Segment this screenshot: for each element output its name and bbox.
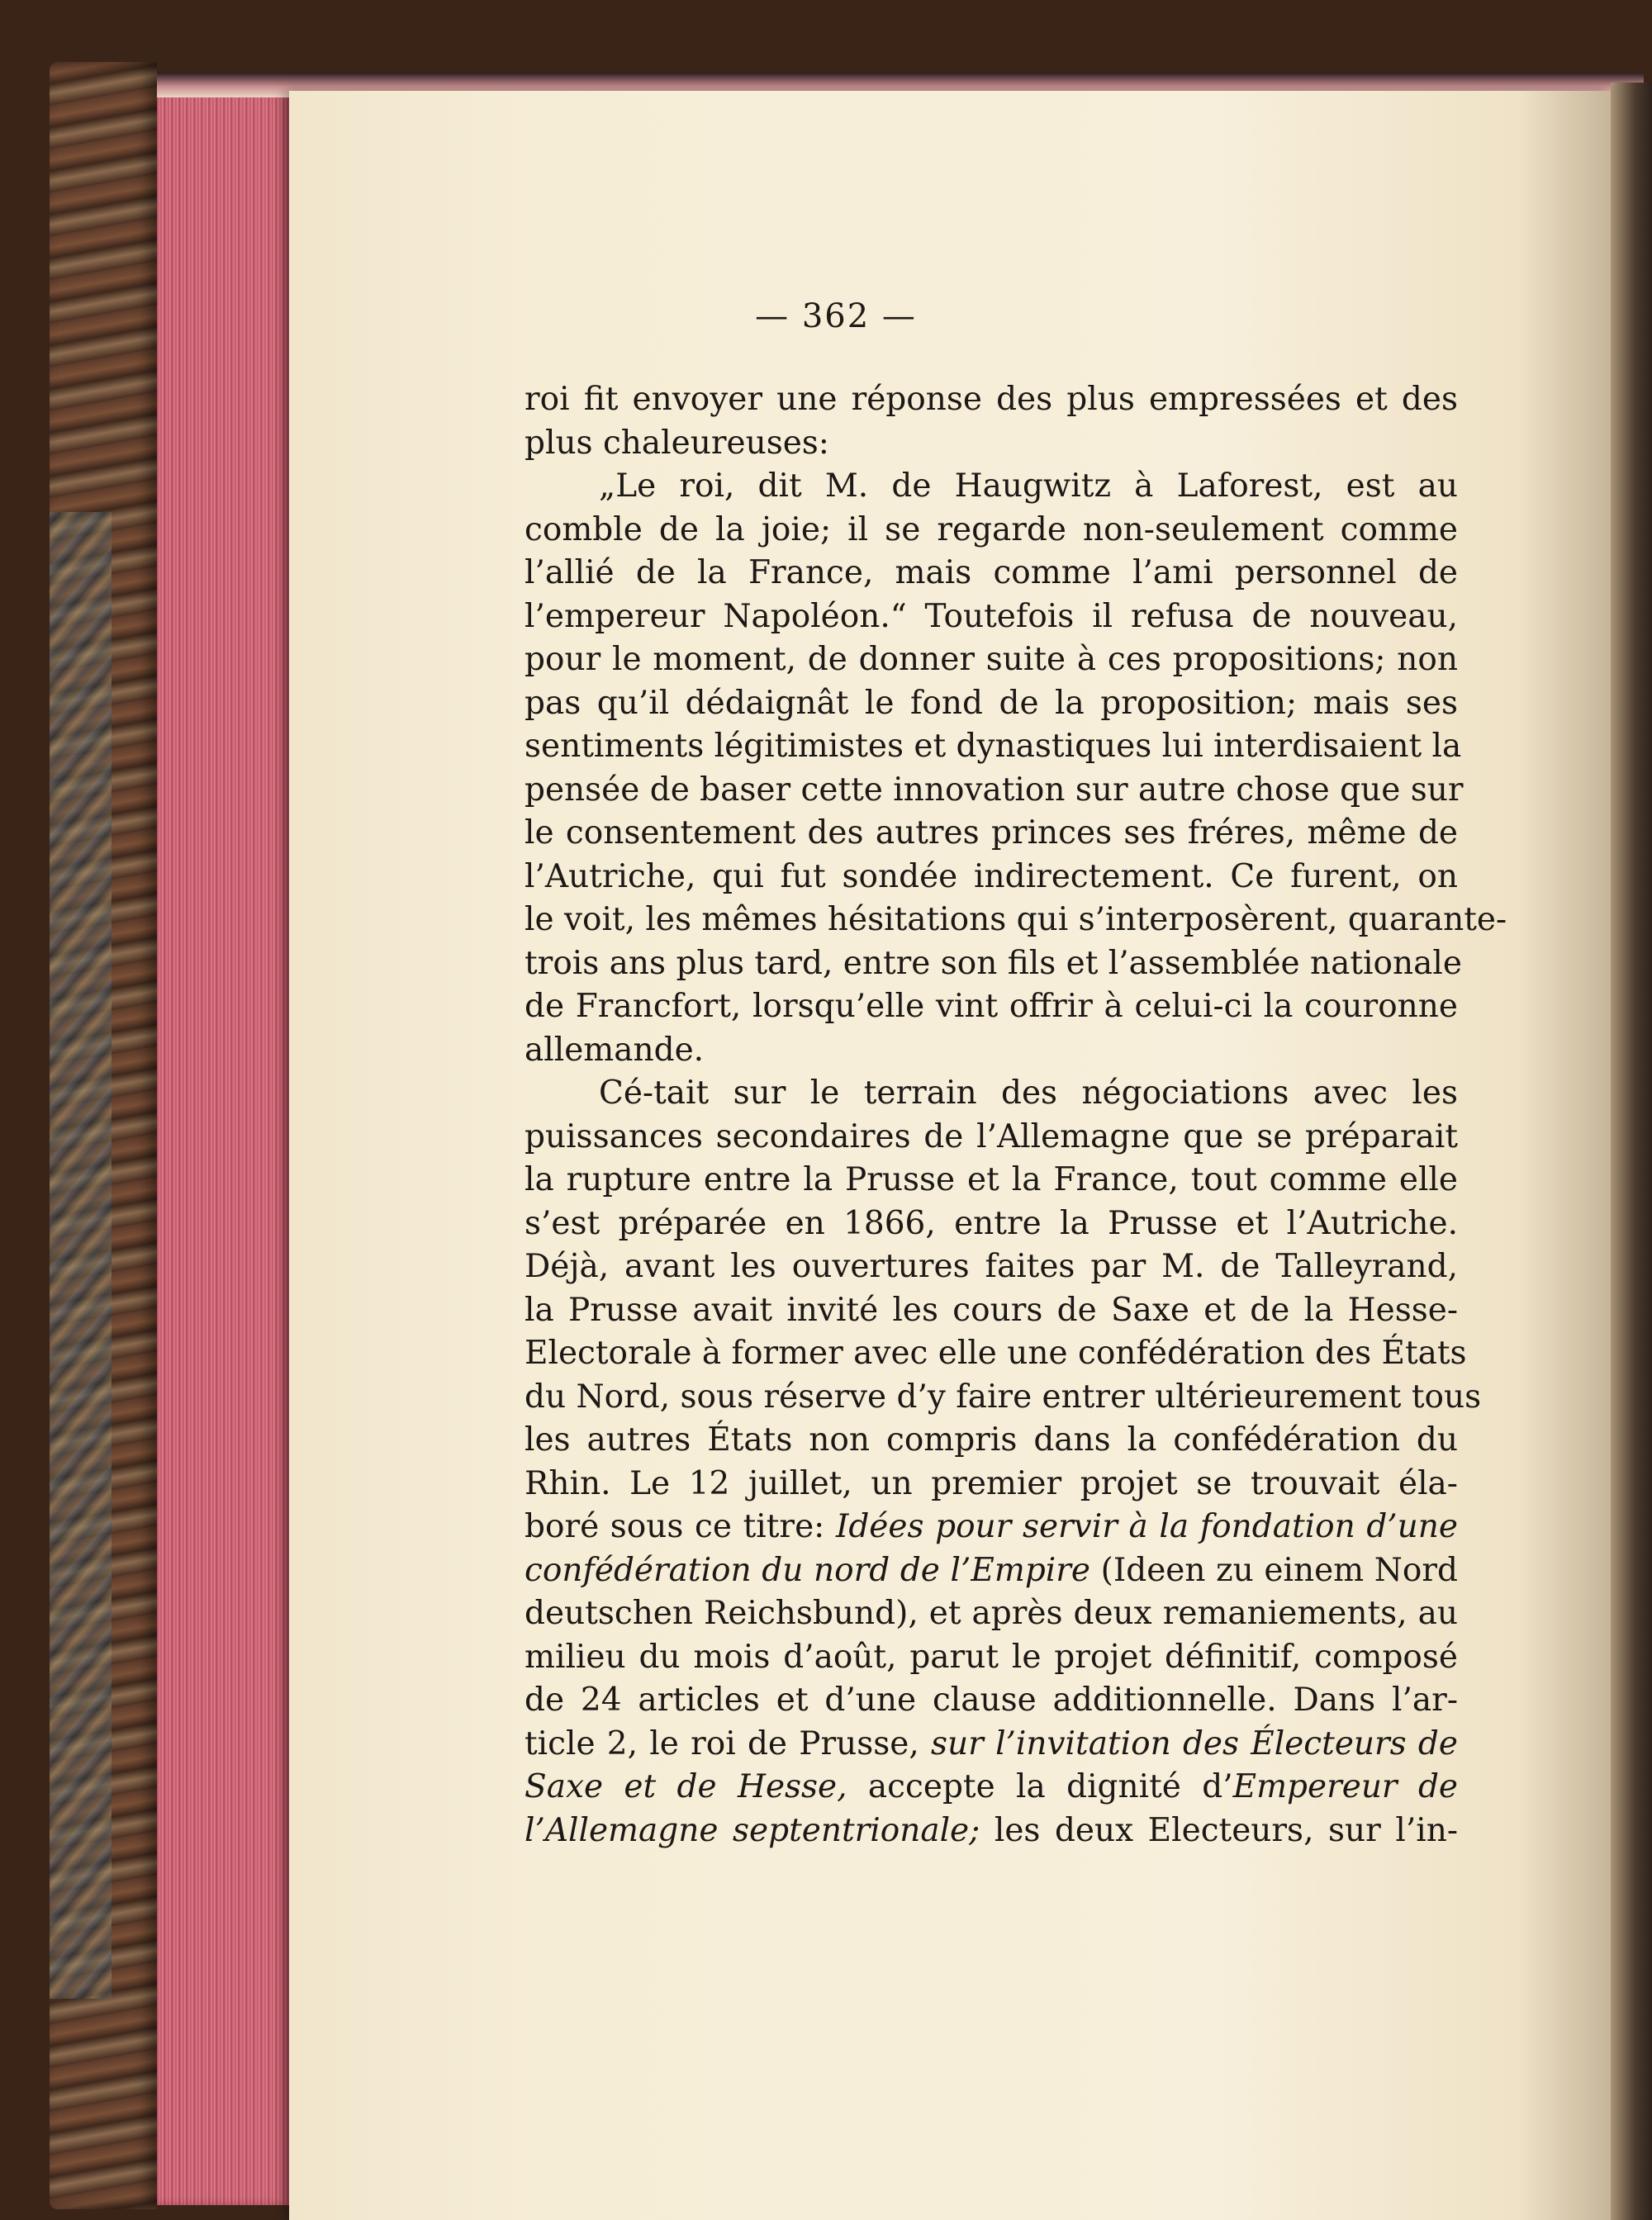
italic-title: confédération du nord de l’Empire xyxy=(525,1551,1090,1589)
italic-title: Idées pour servir à la fondation d’une xyxy=(835,1508,1458,1545)
marbled-binding xyxy=(50,512,112,1999)
text-line: roi fit envoyer une réponse des plus empressées et des xyxy=(525,381,1458,418)
text-line xyxy=(525,1549,1458,1593)
text-line: Rhin. Le 12 juillet, un premier projet se trouvait éla- xyxy=(525,1464,1458,1502)
text-line: pas qu’il dédaignât le fond de la proposition; mais ses xyxy=(525,684,1458,722)
text-line: la Prusse avait invité les cours de Saxe et de la Hesse- xyxy=(525,1291,1458,1329)
text-line xyxy=(525,1506,1458,1549)
text-line: Electorale à former avec elle une confédération des États xyxy=(525,1335,1467,1372)
text-line: l’allié de la France, mais comme l’ami personnel de xyxy=(525,554,1458,591)
page-edges xyxy=(157,83,289,2205)
text-line: Cé-tait sur le terrain des négociations avec les xyxy=(599,1074,1458,1112)
text-line: du Nord, sous réserve d’y faire entrer ultérieurement tous xyxy=(525,1378,1482,1416)
text-line: l’empereur Napoléon.“ Toutefois il refusa de nouveau, xyxy=(525,597,1458,635)
text-line: milieu du mois d’août, parut le projet définitif, composé xyxy=(525,1638,1458,1676)
text-line: trois ans plus tard, entre son fils et l’assemblée nationale xyxy=(525,944,1462,982)
text-line: la rupture entre la Prusse et la France, tout comme elle xyxy=(525,1161,1458,1198)
italic-phrase: Empereur de xyxy=(1232,1768,1458,1805)
text-segment: ticle 2, le roi de Prusse, xyxy=(525,1724,919,1762)
italic-phrase: l’Allemagne septentrionale; xyxy=(525,1811,980,1849)
text-line: de 24 articles et d’une clause additionnelle. Dans l’ar- xyxy=(525,1682,1458,1719)
text-line: de Francfort, lorsqu’elle vint offrir à celui-ci la couronne xyxy=(525,988,1458,1025)
body-text xyxy=(525,378,1507,1852)
text-line: les autres États non compris dans la confédération du xyxy=(525,1421,1458,1459)
text-line xyxy=(525,1766,1458,1810)
text-line: Déjà, avant les ouvertures faites par M. de Talleyrand, xyxy=(525,1248,1458,1285)
text-line: sentiments légitimistes et dynastiques lui interdisaient la xyxy=(525,728,1462,765)
text-segment: les deux Electeurs, sur l’in- xyxy=(994,1811,1458,1849)
text-line xyxy=(525,1723,1458,1767)
text-line: le voit, les mêmes hésitations qui s’interposèrent, quarante- xyxy=(525,901,1507,938)
text-line: comble de la joie; il se regarde non-seulement comme xyxy=(525,510,1458,548)
text-line: „Le roi, dit M. de Haugwitz à Laforest, est au xyxy=(599,467,1458,505)
text-line: l’Autriche, qui fut sondée indirectement. Ce furent, on xyxy=(525,857,1458,895)
text-line: s’est préparée en 1866, entre la Prusse et l’Autriche. xyxy=(525,1204,1458,1242)
gutter-shadow xyxy=(1611,83,1652,2220)
text-line: puissances secondaires de l’Allemagne que se préparait xyxy=(525,1117,1458,1155)
text-line: plus chaleureuses: xyxy=(525,424,829,462)
text-line: le consentement des autres princes ses fréres, même de xyxy=(525,814,1458,851)
text-segment: (Ideen zu einem Nord xyxy=(1100,1551,1458,1589)
text-line: pensée de baser cette innovation sur autre chose que sur xyxy=(525,771,1464,809)
italic-phrase: Saxe et de Hesse, xyxy=(525,1768,847,1805)
page-number: — 362 — xyxy=(755,297,917,335)
italic-phrase: sur l’invitation des Électeurs de xyxy=(931,1724,1458,1762)
text-line: pour le moment, de donner suite à ces propositions; non xyxy=(525,641,1458,678)
text-line: allemande. xyxy=(525,1031,705,1069)
text-line xyxy=(525,1810,1458,1853)
text-line: deutschen Reichsbund), et après deux remaniements, au xyxy=(525,1595,1458,1632)
text-segment: boré sous ce titre: xyxy=(525,1508,825,1545)
text-segment: accepte la dignité d’ xyxy=(867,1768,1233,1805)
